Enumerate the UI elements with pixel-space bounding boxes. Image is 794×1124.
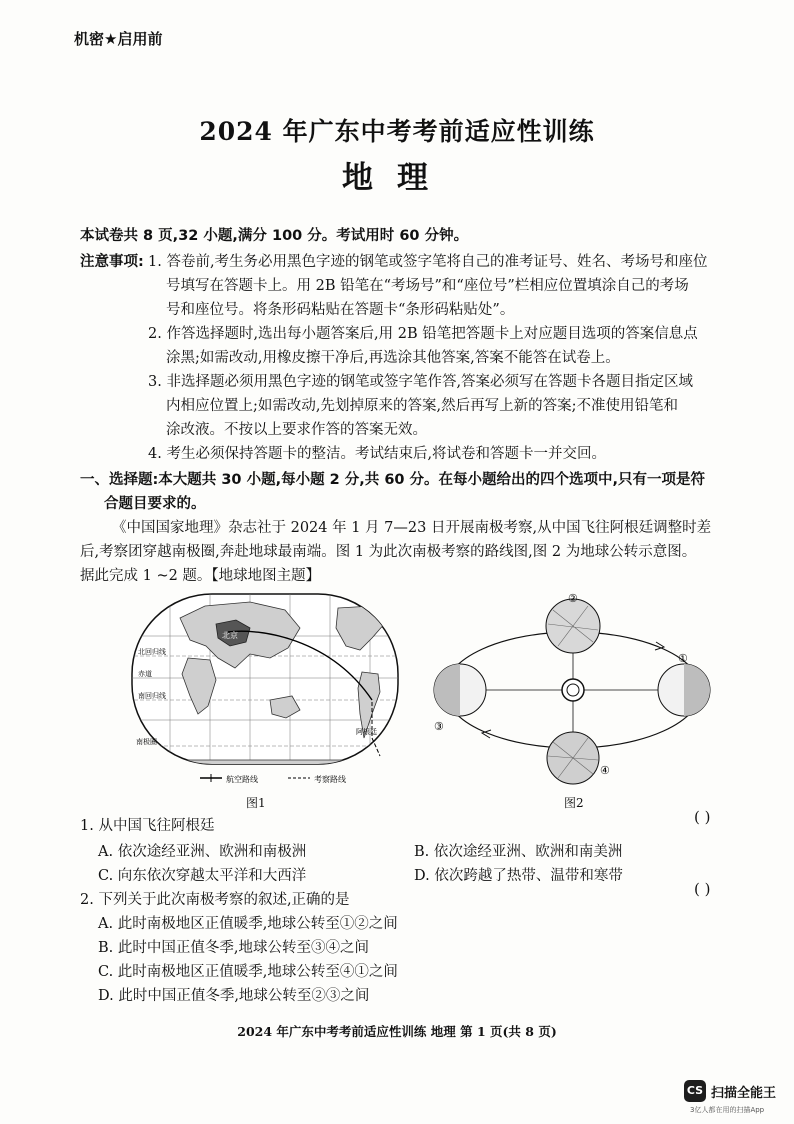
sun-core <box>567 684 579 696</box>
label-antarctic-circle: 南极圈 <box>136 738 157 746</box>
question-1-option-c: C. 向东依次穿越太平洋和大西洋 <box>98 868 307 884</box>
label-tropic-cancer: 北回归线 <box>138 648 166 656</box>
note-line: 号填写在答题卡上。用 2B 铅笔在“考场号”和“座位号”栏相应位置填涂自己的考场 <box>166 278 689 294</box>
figure1-caption: 图1 <box>246 796 266 810</box>
passage-line: 《中国国家地理》杂志社于 2024 年 1 月 7—23 日开展南极考察,从中国飞往阿根廷调整时差 <box>112 520 712 536</box>
question-2-stem: 2. 下列关于此次南极考察的叙述,正确的是 <box>80 892 350 908</box>
label-equator: 赤道 <box>138 670 152 678</box>
note-line: 涂黑;如需改动,用橡皮擦干净后,再选涂其他答案,答案不能答在试卷上。 <box>166 350 620 366</box>
figure1-world-map <box>110 588 420 798</box>
label-argentina: 阿根廷 <box>356 728 377 736</box>
note-line: 4. 考生必须保持答题卡的整洁。考试结束后,将试卷和答题卡一并交回。 <box>148 446 607 462</box>
question-1-option-a: A. 依次途经亚洲、欧洲和南极洲 <box>98 844 307 860</box>
position-label-3: ③ <box>434 720 444 733</box>
section-heading: 一、选择题:本大题共 30 小题,每小题 2 分,共 60 分。在每小题给出的四个选项中,只有一项是符 <box>80 472 706 488</box>
note-line: 2. 作答选择题时,选出每小题答案后,用 2B 铅笔把答题卡上对应题目选项的答案信息点 <box>148 326 698 342</box>
page-footer: 2024 年广东中考考前适应性训练 地理 第 1 页(共 8 页) <box>237 1024 557 1039</box>
question-1-answer-slot: ( ) <box>694 808 711 826</box>
passage-line: 后,考察团穿越南极圈,奔赴地球最南端。图 1 为此次南极考察的路线图,图 2 为地球公转示意图。 <box>80 544 697 560</box>
exam-title: 2024 年广东中考考前适应性训练 <box>199 117 595 146</box>
figure2-orbit-diagram <box>428 590 718 790</box>
passage-line: 据此完成 1 ~2 题。【地球地图主题】 <box>80 568 321 584</box>
note-line: 内相应位置上;如需改动,先划掉原来的答案,然后再写上新的答案;不准使用铅笔和 <box>166 398 678 414</box>
position-label-2: ② <box>568 592 578 605</box>
scanner-logo-icon: CS <box>684 1080 706 1102</box>
note-line: 涂改液。不按以上要求作答的答案无效。 <box>166 422 427 438</box>
note-line: 1. 答卷前,考生务必用黑色字迹的钢笔或签字笔将自己的准考证号、姓名、考场号和座位 <box>148 254 708 270</box>
subject-title: 地理 <box>342 160 452 196</box>
label-china: 北京 <box>222 631 238 640</box>
confidential-label: 机密★启用前 <box>74 30 163 48</box>
note-line: 号和座位号。将条形码粘贴在答题卡“条形码粘贴处”。 <box>166 302 515 318</box>
position-label-1: ① <box>678 652 688 665</box>
question-2-option-c: C. 此时南极地区正值暖季,地球公转至④①之间 <box>98 964 398 980</box>
note-line: 3. 非选择题必须用黑色字迹的钢笔或签字笔作答,答案必须写在答题卡各题目指定区域 <box>148 374 694 390</box>
earth-position-1 <box>658 664 710 716</box>
scanner-app-tagline: 3亿人都在用的扫描App <box>690 1106 765 1114</box>
earth-position-4 <box>547 732 599 784</box>
question-1-stem: 1. 从中国飞往阿根廷 <box>80 818 215 834</box>
section-heading-cont: 合题目要求的。 <box>104 496 206 512</box>
legend-flight-label: 航空路线 <box>226 775 258 784</box>
question-2-option-d: D. 此时中国正值冬季,地球公转至②③之间 <box>98 988 370 1004</box>
question-1-option-b: B. 依次途经亚洲、欧洲和南美洲 <box>414 844 623 860</box>
position-label-4: ④ <box>600 764 610 777</box>
legend-survey-label: 考察路线 <box>314 775 346 784</box>
earth-position-2 <box>546 599 600 653</box>
notes-label: 注意事项: <box>80 254 144 270</box>
label-tropic-capricorn: 南回归线 <box>138 692 166 700</box>
question-2-option-a: A. 此时南极地区正值暖季,地球公转至①②之间 <box>98 916 398 932</box>
scanner-app-name: 扫描全能王 <box>711 1086 777 1101</box>
question-2-option-b: B. 此时中国正值冬季,地球公转至③④之间 <box>98 940 369 956</box>
question-1-option-d: D. 依次跨越了热带、温带和寒带 <box>414 868 623 884</box>
antarctica-landmass <box>140 760 390 770</box>
question-2-answer-slot: ( ) <box>694 880 711 898</box>
earth-position-3 <box>434 664 486 716</box>
figure2-caption: 图2 <box>564 796 584 810</box>
exam-intro: 本试卷共 8 页,32 小题,满分 100 分。考试用时 60 分钟。 <box>80 228 469 244</box>
